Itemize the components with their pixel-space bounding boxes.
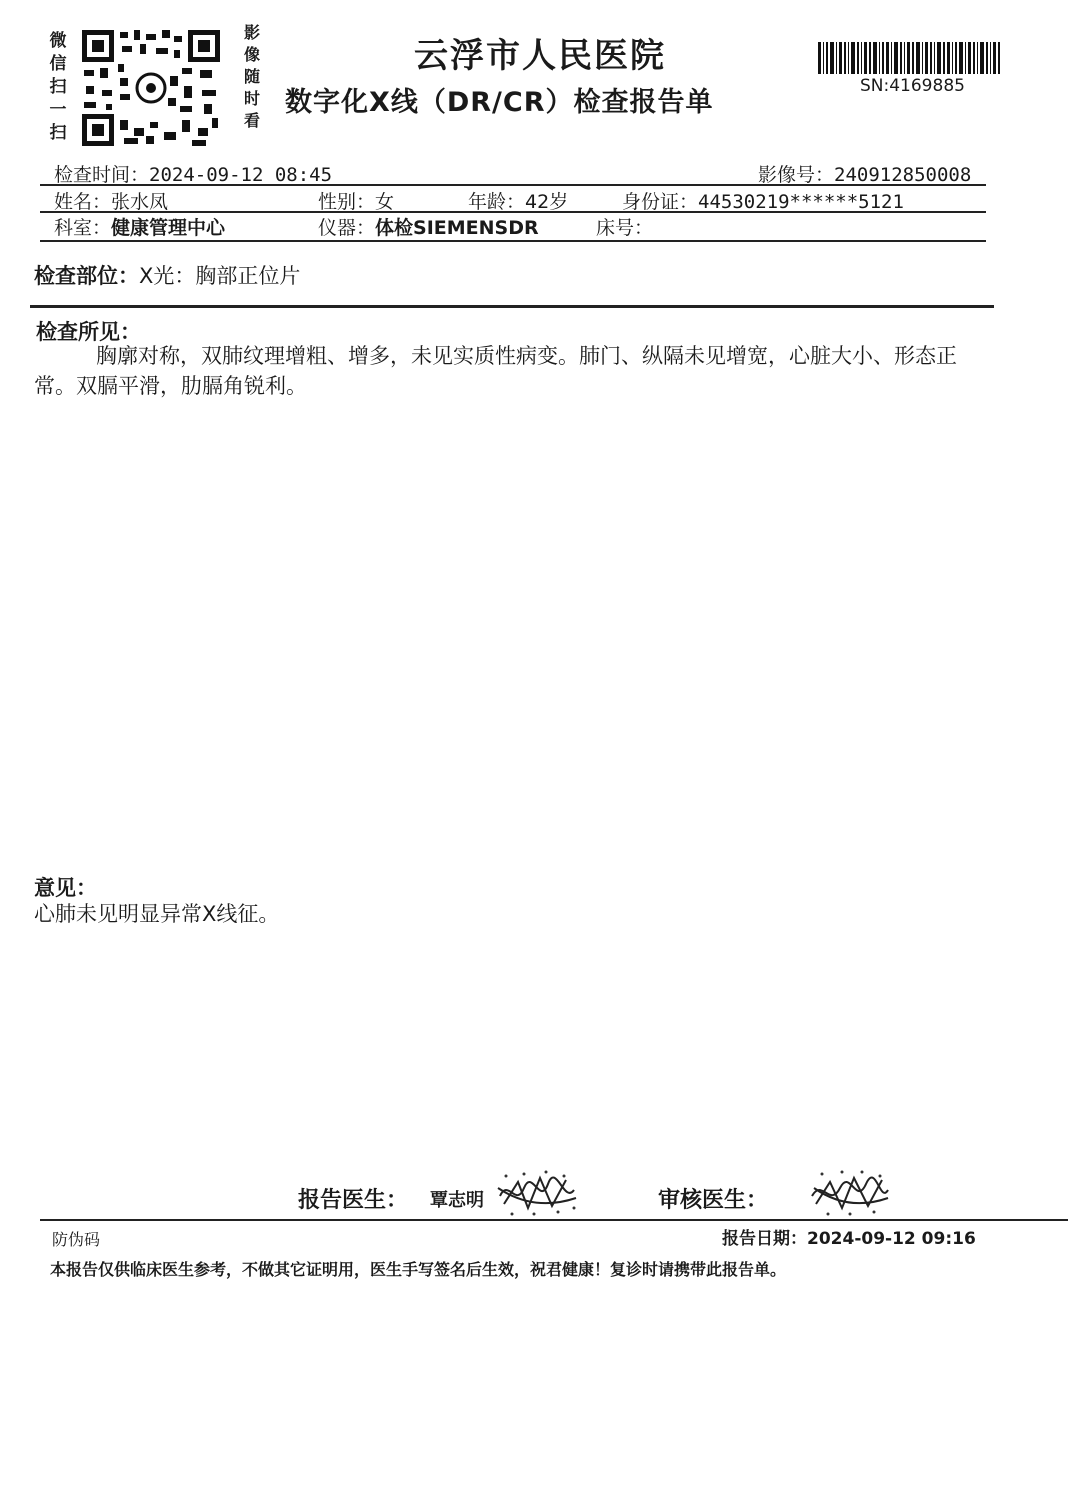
report-title: 数字化X线（DR/CR）检查报告单 bbox=[285, 87, 714, 118]
exam-time bbox=[54, 160, 332, 187]
image-number bbox=[758, 160, 971, 187]
department bbox=[54, 213, 225, 240]
barcode bbox=[818, 42, 1000, 74]
anti-fake-label: 防伪码 bbox=[52, 1230, 101, 1249]
name-value: 张水凤 bbox=[111, 191, 169, 213]
exam-part-label: 检查部位： bbox=[34, 264, 139, 288]
device bbox=[318, 213, 539, 240]
patient-name bbox=[54, 187, 168, 214]
age-value: 42岁 bbox=[525, 191, 569, 213]
exam-time-label: 检查时间： bbox=[54, 164, 150, 186]
hospital-name: 云浮市人民医院 bbox=[414, 36, 666, 76]
opinion-label: 意见： bbox=[34, 876, 97, 900]
dept-value: 健康管理中心 bbox=[111, 217, 226, 239]
bed-label: 床号： bbox=[596, 217, 654, 239]
id-value: 44530219******5121 bbox=[698, 191, 904, 213]
patient-age bbox=[468, 187, 568, 214]
name-label: 姓名： bbox=[54, 191, 112, 213]
patient-gender bbox=[318, 187, 394, 214]
report-doctor-signature bbox=[494, 1168, 580, 1218]
age-label: 年龄： bbox=[468, 191, 526, 213]
exam-part bbox=[34, 260, 300, 290]
serial-number: SN:4169885 bbox=[860, 76, 965, 96]
report-date bbox=[722, 1224, 976, 1249]
gender-label: 性别： bbox=[318, 191, 376, 213]
report-doctor-label: 报告医生： bbox=[298, 1188, 409, 1213]
image-number-value: 240912850008 bbox=[834, 164, 972, 186]
id-label: 身份证： bbox=[622, 191, 699, 213]
device-value: 体检SIEMENSDR bbox=[375, 217, 539, 239]
findings-label: 检查所见： bbox=[36, 320, 141, 344]
image-scan-label: 影像随时看 bbox=[243, 23, 260, 130]
divider-5 bbox=[40, 1219, 1068, 1221]
report-date-label: 报告日期： bbox=[722, 1229, 807, 1249]
wechat-scan-label: 微信扫一扫 bbox=[49, 31, 67, 143]
divider-4 bbox=[30, 305, 994, 308]
disclaimer: 本报告仅供临床医生参考，不做其它证明用，医生手写签名后生效，祝君健康！复诊时请携带此报告单。 bbox=[50, 1260, 787, 1279]
device-label: 仪器： bbox=[318, 217, 376, 239]
gender-value: 女 bbox=[375, 191, 395, 213]
exam-part-value: X光：胸部正位片 bbox=[139, 264, 301, 288]
opinion-text: 心肺未见明显异常X线征。 bbox=[34, 902, 280, 926]
report-date-value: 2024-09-12 09:16 bbox=[807, 1229, 976, 1249]
image-number-label: 影像号： bbox=[758, 164, 835, 186]
report-doctor-name: 覃志明 bbox=[430, 1190, 484, 1211]
divider-1 bbox=[40, 184, 986, 186]
dept-label: 科室： bbox=[54, 217, 112, 239]
review-doctor-signature bbox=[808, 1166, 892, 1218]
findings-text: 胸廓对称，双肺纹理增粗、增多，未见实质性病变。肺门、纵隔未见增宽，心脏大小、形态正常。双膈平滑，肋膈角锐利。 bbox=[34, 344, 957, 398]
bed-number bbox=[596, 213, 653, 240]
patient-id bbox=[622, 187, 904, 214]
exam-time-value: 2024-09-12 08:45 bbox=[149, 164, 333, 186]
divider-3 bbox=[40, 240, 986, 242]
review-doctor-label: 审核医生： bbox=[658, 1188, 769, 1213]
